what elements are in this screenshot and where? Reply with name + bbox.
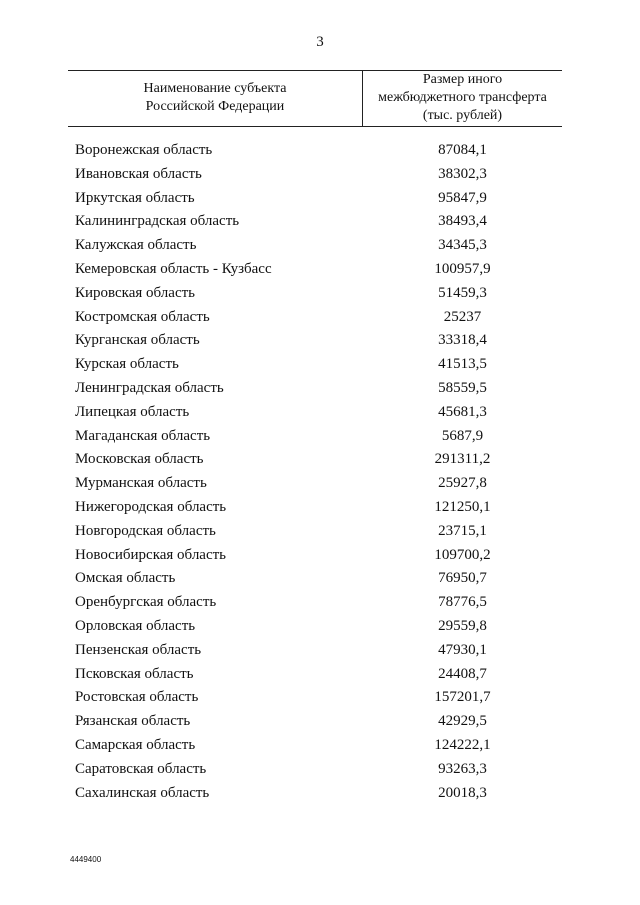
transfer-amount: 76950,7 [438, 570, 487, 587]
region-name: Костромская область [75, 308, 210, 325]
transfer-amount: 5687,9 [441, 427, 484, 444]
page-number: 3 [316, 34, 324, 50]
transfer-amount: 291311,2 [434, 451, 491, 468]
header-value-column [363, 70, 562, 126]
table-row [0, 235, 640, 259]
transfer-amount: 58559,5 [438, 379, 487, 396]
table-row [0, 521, 640, 545]
region-name: Магаданская область [75, 427, 211, 444]
region-name: Кемеровская область - Кузбасс [75, 260, 272, 277]
table-row [0, 307, 640, 331]
region-name: Мурманская область [75, 475, 207, 492]
region-name: Новосибирская область [75, 546, 227, 563]
transfer-amount: 78776,5 [438, 594, 487, 611]
region-name: Оренбургская область [75, 594, 217, 611]
header-value-line: межбюджетного трансферта [378, 90, 547, 105]
region-name: Иркутская область [75, 189, 195, 206]
transfer-amount: 87084,1 [438, 142, 487, 158]
table-row [0, 640, 640, 664]
transfer-amount: 41513,5 [438, 356, 487, 373]
region-name: Ленинградская область [75, 379, 224, 396]
transfer-amount: 95847,9 [438, 189, 487, 206]
table-row [0, 759, 640, 783]
transfer-amount: 29559,8 [438, 617, 487, 634]
transfer-amount: 34345,3 [438, 237, 487, 254]
transfer-amount: 47930,1 [438, 641, 487, 658]
region-name: Пензенская область [75, 641, 202, 658]
region-name: Липецкая область [75, 403, 190, 420]
table-row [0, 449, 640, 473]
region-name: Московская область [75, 451, 204, 468]
region-name: Саратовская область [75, 760, 207, 777]
transfer-amount: 100957,9 [434, 260, 491, 277]
region-name: Самарская область [75, 736, 196, 753]
table-row [0, 711, 640, 735]
table-row [0, 164, 640, 188]
region-name: Омская область [75, 570, 176, 587]
table-row [0, 354, 640, 378]
table-row [0, 402, 640, 426]
document-code: 4449400 [70, 855, 102, 864]
transfer-amount: 93263,3 [438, 760, 487, 777]
table-row [0, 259, 640, 283]
transfer-amount: 33318,4 [438, 332, 487, 349]
transfer-amount: 20018,3 [438, 784, 487, 801]
table-row [0, 545, 640, 569]
region-name: Псковская область [75, 665, 194, 682]
table-row [0, 330, 640, 354]
region-name: Воронежская область [75, 142, 213, 158]
header-name-line: Российской Федерации [145, 99, 285, 114]
header-bottom-rule [68, 126, 562, 127]
table-row [0, 687, 640, 711]
table-row [0, 378, 640, 402]
transfer-amount: 38493,4 [438, 213, 487, 230]
table-row [0, 664, 640, 688]
region-name: Орловская область [75, 617, 196, 634]
transfer-amount: 25927,8 [438, 475, 487, 492]
transfer-amount: 38302,3 [438, 165, 487, 182]
transfer-amount: 51459,3 [438, 284, 487, 301]
transfer-amount: 121250,1 [434, 498, 491, 515]
transfer-amount: 124222,1 [434, 736, 491, 753]
table-row [0, 426, 640, 450]
table-row [0, 783, 640, 807]
table-row [0, 283, 640, 307]
region-name: Кировская область [75, 284, 196, 301]
table-row [0, 616, 640, 640]
region-name: Рязанская область [75, 713, 191, 730]
region-name: Нижегородская область [75, 498, 227, 515]
region-name: Калужская область [75, 237, 197, 254]
table-row [0, 497, 640, 521]
table-row [0, 211, 640, 235]
table-row [0, 592, 640, 616]
transfer-amount: 157201,7 [434, 689, 491, 706]
header-value-line: (тыс. рублей) [422, 108, 503, 123]
transfer-amount: 109700,2 [434, 546, 491, 563]
transfer-amount: 24408,7 [438, 665, 487, 682]
region-name: Сахалинская область [75, 784, 210, 801]
transfer-amount: 42929,5 [438, 713, 487, 730]
table-row [0, 140, 640, 164]
transfer-amount: 45681,3 [438, 403, 487, 420]
region-name: Ивановская область [75, 165, 202, 182]
table-row [0, 568, 640, 592]
region-name: Курганская область [75, 332, 200, 349]
region-name: Калининградская область [75, 213, 240, 230]
region-name: Новгородская область [75, 522, 216, 539]
header-name-line: Наименование субъекта [143, 81, 287, 96]
transfer-amount: 23715,1 [438, 522, 487, 539]
header-name-column [68, 70, 362, 126]
region-name: Курская область [75, 356, 179, 373]
header-value-line: Размер иного [422, 72, 503, 87]
table-body [0, 140, 640, 806]
table-row [0, 735, 640, 759]
table-row [0, 473, 640, 497]
table-row [0, 188, 640, 212]
transfer-amount: 25237 [443, 308, 482, 325]
region-name: Ростовская область [75, 689, 199, 706]
